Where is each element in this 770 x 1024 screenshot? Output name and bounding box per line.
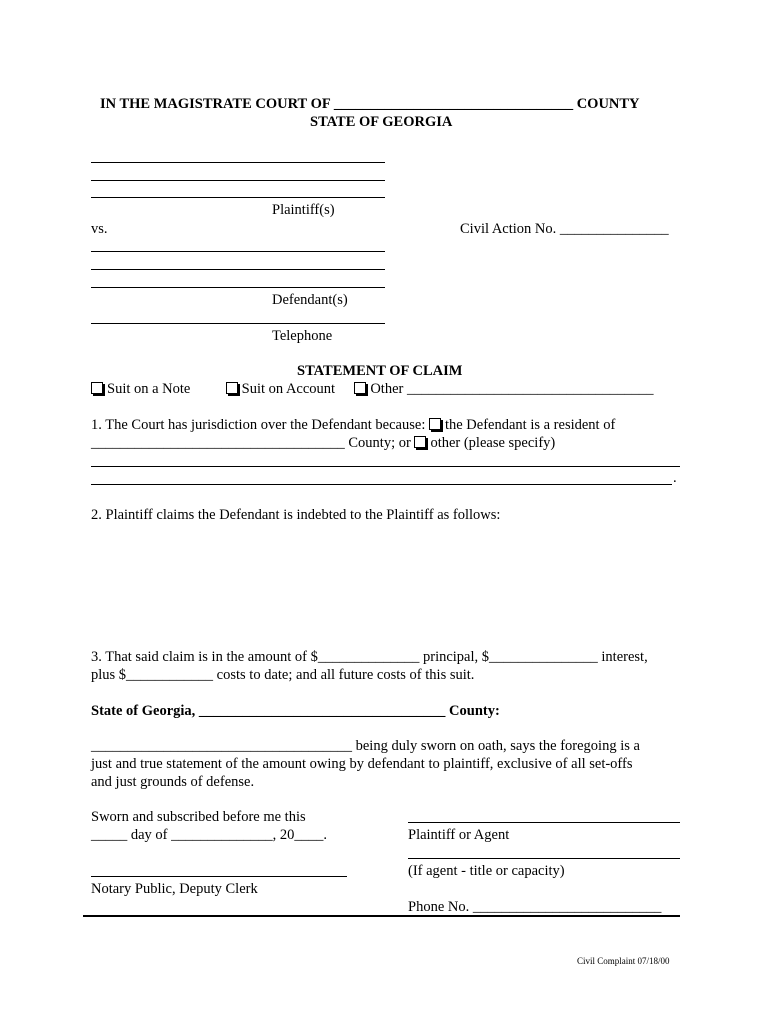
defendant-label: Defendant(s): [272, 292, 348, 308]
bottom-rule: [83, 915, 680, 917]
other-jurisdiction-checkbox[interactable]: [414, 436, 426, 448]
specify-line-1[interactable]: [91, 466, 680, 467]
county-name-blank[interactable]: _________________________________: [333, 96, 574, 112]
civil-action-number[interactable]: Civil Action No. _______________: [460, 221, 669, 237]
claim-amount-line-1[interactable]: 3. That said claim is in the amount of $______________ principal, $_______________ interest,: [91, 649, 648, 665]
claim-amount-line-2[interactable]: plus $____________ costs to date; and all future costs of this suit.: [91, 667, 475, 683]
other-claim-field[interactable]: Other __________________________________: [370, 381, 654, 397]
claim-description-area[interactable]: [91, 528, 680, 640]
vs-label: vs.: [91, 221, 108, 237]
sworn-date-field[interactable]: _____ day of ______________, 20____.: [91, 827, 328, 843]
suit-on-account-checkbox[interactable]: [226, 382, 238, 394]
court-heading: [100, 95, 640, 113]
resident-checkbox[interactable]: [429, 418, 441, 430]
court-heading-end: COUNTY: [576, 96, 640, 112]
other-jurisdiction-label: other (please specify): [430, 435, 556, 451]
state-heading: STATE OF GEORGIA: [310, 114, 453, 130]
plaintiff-label: Plaintiff(s): [272, 202, 335, 218]
notary-label: Notary Public, Deputy Clerk: [91, 881, 258, 897]
phone-label: Phone No.: [408, 899, 470, 915]
venue-line[interactable]: State of Georgia, __________________________________ County:: [91, 703, 500, 719]
phone-row: [408, 898, 661, 916]
plaintiff-signature-line[interactable]: [408, 822, 680, 823]
specify-line-2[interactable]: [91, 484, 672, 485]
specify-period: .: [673, 470, 677, 486]
sworn-text: Sworn and subscribed before me this: [91, 809, 306, 825]
other-checkbox[interactable]: [354, 382, 366, 394]
indebted-statement: 2. Plaintiff claims the Defendant is indebted to the Plaintiff as follows:: [91, 507, 501, 523]
resident-label: the Defendant is a resident of: [444, 417, 616, 433]
telephone-label: Telephone: [272, 328, 333, 344]
suit-on-note-checkbox[interactable]: [91, 382, 103, 394]
plaintiff-line-3[interactable]: [91, 197, 385, 198]
oath-line-3: and just grounds of defense.: [91, 774, 255, 790]
telephone-line[interactable]: [91, 323, 385, 324]
suit-on-account-label: Suit on Account: [241, 381, 336, 397]
statement-title: STATEMENT OF CLAIM: [297, 363, 463, 379]
jurisdiction-text: 1. The Court has jurisdiction over the Defendant because:: [91, 417, 426, 433]
defendant-line-1[interactable]: [91, 251, 385, 252]
agent-title-label: (If agent - title or capacity): [408, 863, 565, 879]
defendant-line-3[interactable]: [91, 287, 385, 288]
oath-line-2: just and true statement of the amount owing by defendant to plaintiff, exclusive of all set-offs: [91, 756, 633, 772]
notary-signature-line[interactable]: [91, 876, 347, 877]
jurisdiction-line-1: [91, 416, 615, 434]
agent-title-line[interactable]: [408, 858, 680, 859]
defendant-line-2[interactable]: [91, 269, 385, 270]
form-id: Civil Complaint 07/18/00: [577, 956, 670, 966]
suit-on-note-label: Suit on a Note: [107, 381, 191, 397]
county-field[interactable]: ___________________________________ County; or: [91, 435, 411, 451]
phone-field[interactable]: __________________________: [472, 899, 662, 915]
plaintiff-line-1[interactable]: [91, 162, 385, 163]
plaintiff-agent-label: Plaintiff or Agent: [408, 827, 510, 843]
court-heading-start: IN THE MAGISTRATE COURT OF: [100, 96, 331, 112]
jurisdiction-line-2: [91, 434, 555, 452]
claim-type-row: [91, 380, 653, 398]
oath-line-1[interactable]: ____________________________________ being duly sworn on oath, says the foregoing is a: [91, 738, 640, 754]
plaintiff-line-2[interactable]: [91, 180, 385, 181]
